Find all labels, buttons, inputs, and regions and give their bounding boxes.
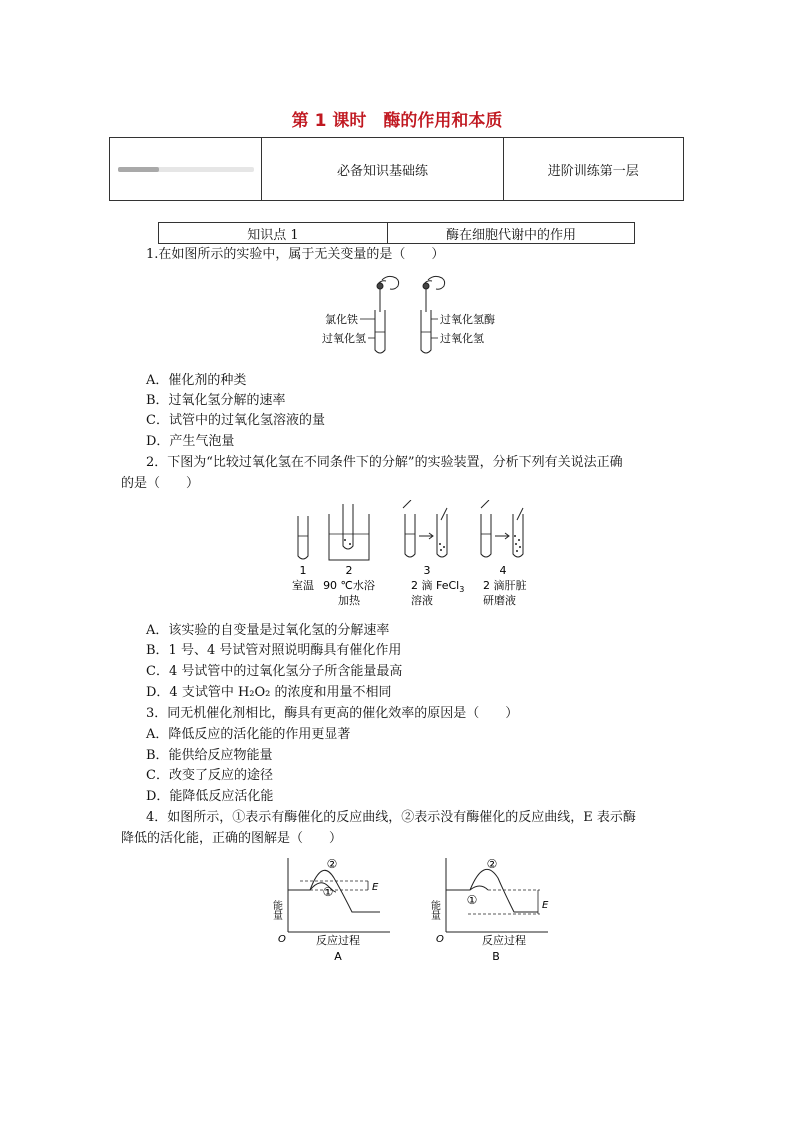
graph-a-xlabel: 反应过程 — [316, 934, 360, 947]
right-test-tube — [421, 310, 431, 353]
graph-b-ylabel: 能量 — [428, 900, 440, 920]
beaker — [329, 514, 369, 560]
left-hand-dropper — [377, 276, 399, 312]
graph-b-origin: O — [436, 934, 444, 945]
q2-figure — [285, 500, 545, 612]
q1-figure — [318, 272, 508, 360]
q2-stem-line2: 的是（ ） — [121, 476, 200, 491]
graph-b-xlabel: 反应过程 — [482, 934, 526, 947]
q3-stem: 3．同无机催化剂相比，酶具有更高的催化效率的原因是（ ） — [146, 706, 519, 721]
page-title: 第 1 课时 酶的作用和本质 — [291, 111, 503, 131]
tube-1 — [298, 516, 308, 559]
q1-option-c: C．试管中的过氧化氢溶液的量 — [146, 413, 325, 428]
tube2-label-2: 加热 — [338, 594, 360, 607]
graph-a-origin: O — [278, 934, 286, 945]
q4-stem-line1: 4．如图所示，①表示有酶催化的反应曲线，②表示没有酶催化的反应曲线，E 表示酶 — [146, 810, 636, 825]
knowledge-point-table — [158, 222, 635, 244]
q2-option-d: D．4 支试管中 H₂O₂ 的浓度和用量不相同 — [146, 685, 392, 700]
tube-3a — [405, 514, 415, 557]
tube1-label: 室温 — [292, 579, 314, 592]
tube3-number: 3 — [423, 564, 431, 577]
tube-2 — [343, 504, 353, 549]
right-hand-dropper — [423, 276, 445, 312]
q1-option-d: D．产生气泡量 — [146, 434, 235, 449]
q2-option-b: B．1 号、4 号试管对照说明酶具有催化作用 — [146, 643, 402, 658]
q3-option-a: A．降低反应的活化能的作用更显著 — [146, 727, 351, 742]
graph-b-label-2: ② — [486, 857, 498, 871]
tube2-label-1: 90 ℃水浴 — [323, 579, 375, 592]
tube3-label-2: 溶液 — [411, 594, 433, 607]
graph-a-e-label: E — [372, 882, 379, 893]
tube-4a — [481, 514, 491, 557]
tube4-number: 4 — [499, 564, 507, 577]
label-catalase: 过氧化氢酶 — [440, 313, 495, 326]
q2-option-c: C．4 号试管中的过氧化氢分子所含能量最高 — [146, 664, 403, 679]
header-basic-practice: 必备知识基础练 — [262, 138, 503, 200]
graph-b-curve-2 — [446, 869, 538, 912]
q1-option-b: B．过氧化氢分解的速率 — [146, 393, 286, 408]
q2-option-a: A．该实验的自变量是过氧化氢的分解速率 — [146, 623, 390, 638]
progress-bar — [118, 167, 254, 172]
tube4-label-1: 2 滴肝脏 — [483, 579, 527, 592]
q1-stem: 1.在如图所示的实验中，属于无关变量的是（ ） — [146, 247, 445, 262]
q3-option-b: B．能供给反应物能量 — [146, 748, 273, 763]
graph-b-label-1: ① — [466, 893, 478, 907]
label-h2o2-left: 过氧化氢 — [322, 332, 366, 345]
graph-a-label-1: ① — [322, 885, 334, 899]
tube1-number: 1 — [299, 564, 307, 577]
header-advanced-training: 进阶训练第一层 — [547, 163, 639, 179]
tube2-number: 2 — [345, 564, 353, 577]
graph-b-curve-1 — [470, 886, 488, 890]
left-test-tube — [375, 310, 385, 353]
graph-b-caption: B — [492, 950, 500, 963]
graph-a-ylabel: 能量 — [270, 900, 282, 920]
q4-graph-a — [270, 852, 400, 968]
graph-a-caption: A — [334, 950, 342, 963]
q4-stem-line2: 降低的活化能，正确的图解是（ ） — [121, 831, 343, 846]
knowledge-point-label: 知识点 1 — [159, 223, 388, 243]
tube4-label-2: 研磨液 — [483, 594, 516, 607]
progress-fill — [118, 167, 159, 172]
q2-stem-line1: 2．下图为“比较过氧化氢在不同条件下的分解”的实验装置，分析下列有关说法正确 — [146, 455, 623, 470]
graph-a-label-2: ② — [326, 857, 338, 871]
q3-option-c: C．改变了反应的途径 — [146, 768, 273, 783]
progress-cell — [110, 138, 262, 200]
q4-graph-b — [428, 852, 558, 968]
label-h2o2-right: 过氧化氢 — [440, 332, 484, 345]
knowledge-point-topic: 酶在细胞代谢中的作用 — [445, 227, 576, 243]
tube3-label-1: 2 滴 FeCl$_3$ — [411, 579, 465, 594]
graph-b-e-label: E — [542, 900, 549, 911]
q3-option-d: D．能降低反应活化能 — [146, 789, 274, 804]
label-ferric-chloride: 氯化铁 — [325, 313, 358, 326]
q1-option-a: A．催化剂的种类 — [146, 373, 247, 388]
header-table — [109, 137, 684, 201]
tube-3b — [437, 514, 447, 557]
